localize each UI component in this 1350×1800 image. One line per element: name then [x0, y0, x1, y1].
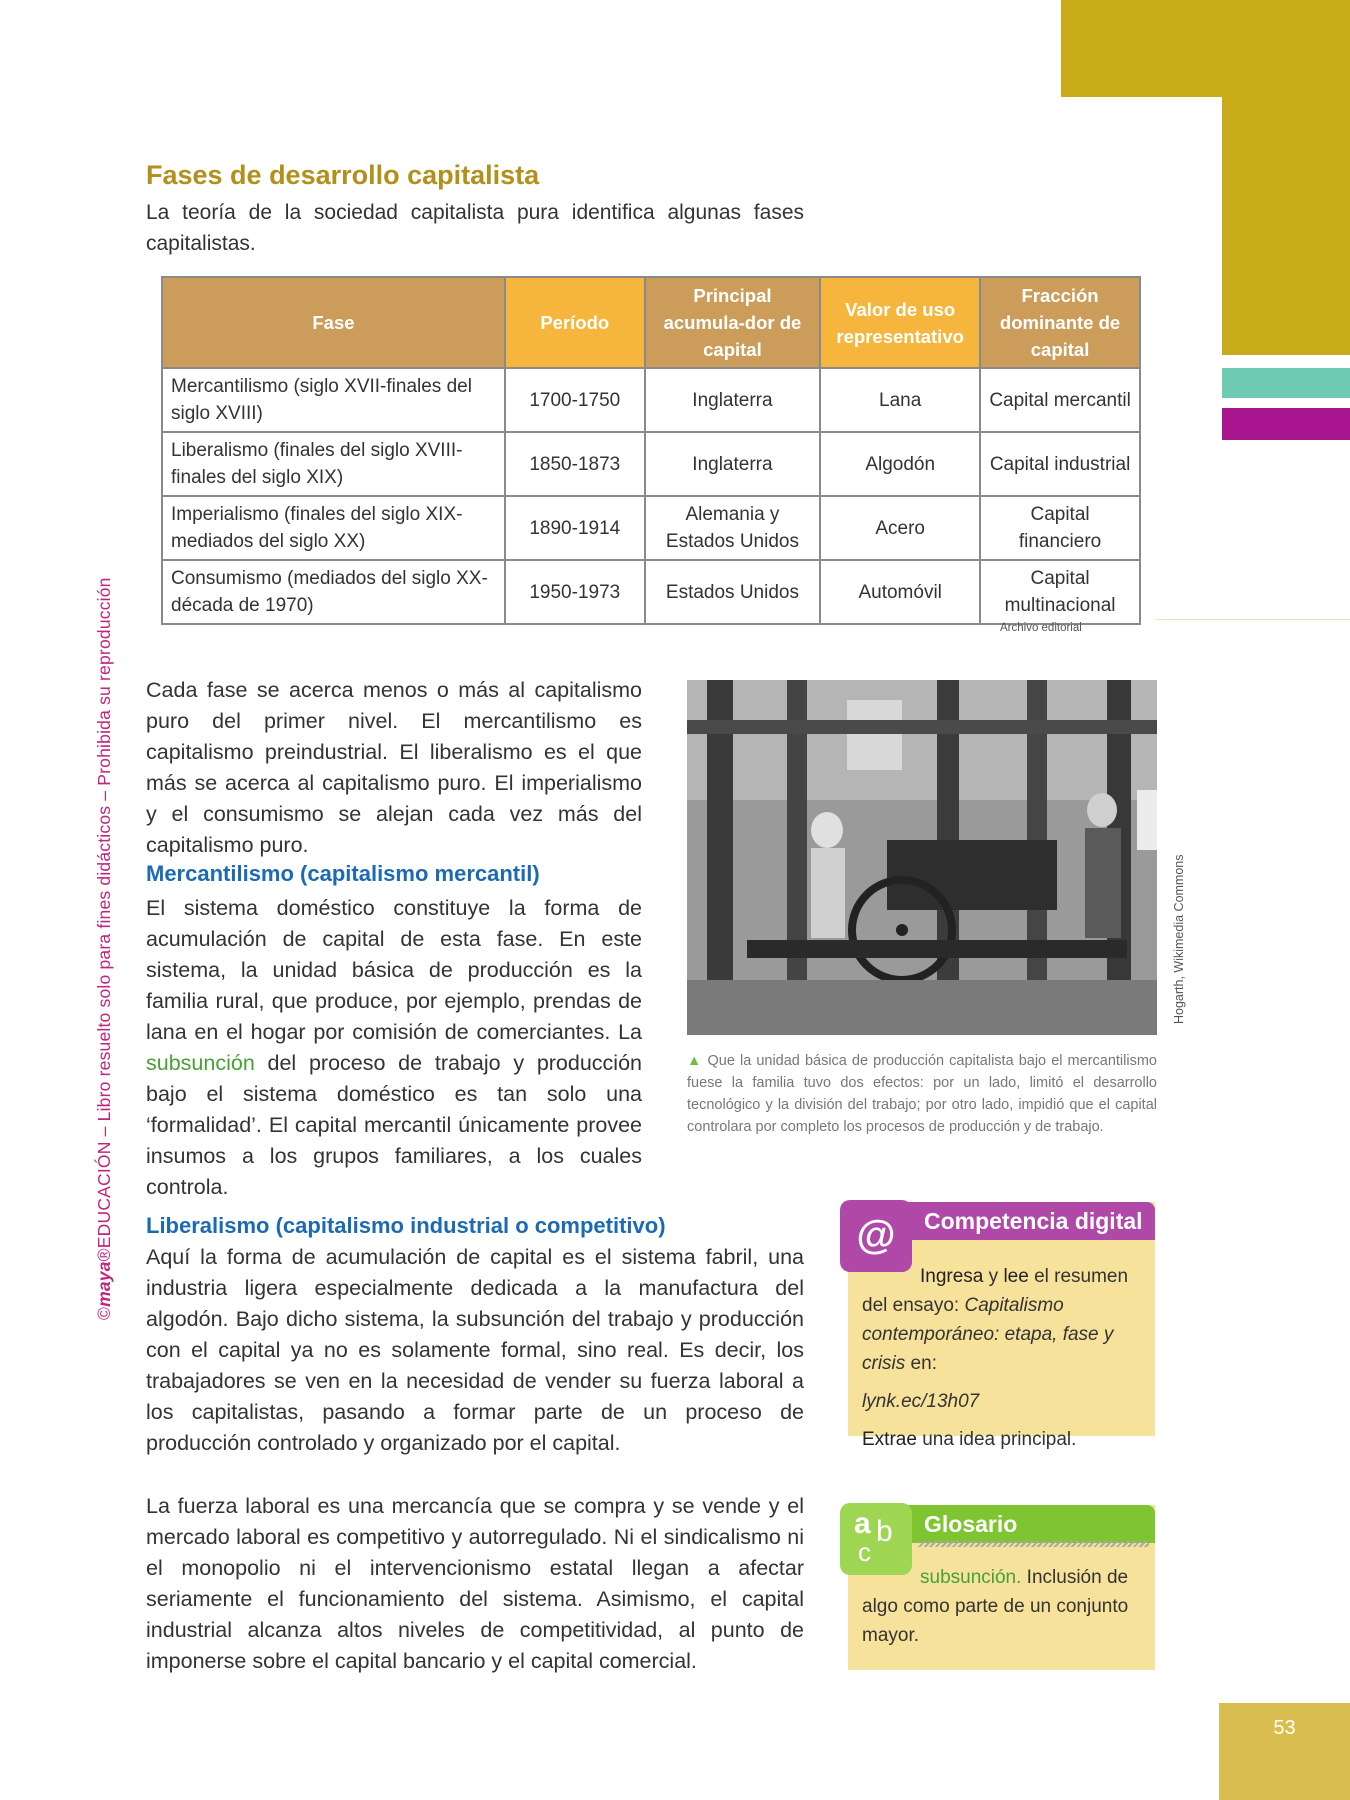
cell-fase: Consumismo (mediados del siglo XX-década de 1970)	[162, 560, 505, 624]
table-row	[162, 560, 1140, 624]
at-sign-icon: @	[840, 1200, 912, 1272]
decorative-band-top	[1061, 0, 1350, 97]
header-valor: Valor de uso representativo	[820, 277, 980, 368]
cell-valor: Automóvil	[820, 560, 980, 624]
cell-fraccion: Capital industrial	[980, 432, 1140, 496]
section-title: Fases de desarrollo capitalista	[146, 160, 540, 190]
abc-glossary-icon: a b c	[840, 1503, 912, 1575]
engraving-illustration	[687, 680, 1157, 1035]
cell-acumulador: Estados Unidos	[645, 560, 821, 624]
cell-periodo: 1950-1973	[505, 560, 645, 624]
image-credit: Hogarth, Wikimedia Commons	[1172, 854, 1186, 1024]
table-row	[162, 432, 1140, 496]
term-subsuncion: subsunción	[146, 1051, 255, 1075]
decorative-band-teal	[1222, 368, 1350, 398]
mercantilismo-text: El sistema doméstico constituye la forma de acumulación de capital de esta fase. En este sistema, la unidad básica de producción es la familia rural, que produce, por ejemplo, prendas de lana en el hogar por comisión de comerciantes. La subsunción del proceso de trabajo y producción bajo el sistema doméstico es tan solo una ‘formalidad’. El capital mercantil únicamente provee insumos a los grupos familiares, a los cuales controla.	[146, 896, 642, 1199]
header-fase: Fase	[162, 277, 505, 368]
section-intro: La teoría de la sociedad capitalista pura identifica algunas fases capitalistas.	[146, 201, 804, 255]
cell-valor: Algodón	[820, 432, 980, 496]
glosario-term: subsunción.	[920, 1567, 1022, 1588]
phases-table	[161, 276, 1141, 625]
cell-fraccion: Capital mercantil	[980, 368, 1140, 432]
cell-valor: Lana	[820, 368, 980, 432]
table-row	[162, 496, 1140, 560]
copyright-side-text: ©maya®EDUCACIÓN – Libro resuelto solo para fines didácticos – Prohibida su reproducción	[94, 577, 114, 1320]
header-fraccion: Fracción dominante de capital	[980, 277, 1140, 368]
header-acumulador: Principal acumula-dor de capital	[645, 277, 821, 368]
liberalismo-text-2: La fuerza laboral es una mercancía que se compra y se vende y el mercado laboral es competitivo y autorregulado. Ni el sindicalismo ni el monopolio ni el intervencionismo estatal llegan a afectar seriamente el funcionamiento del sistema. Asimismo, el capital industrial alcanza altos niveles de competitividad, al punto de imponerse sobre el capital bancario y el capital comercial.	[146, 1494, 804, 1673]
cell-fase: Mercantilismo (siglo XVII-finales del siglo XVIII)	[162, 368, 505, 432]
cell-periodo: 1890-1914	[505, 496, 645, 560]
cell-fase: Imperialismo (finales del siglo XIX-mediados del siglo XX)	[162, 496, 505, 560]
cell-acumulador: Alemania y Estados Unidos	[645, 496, 821, 560]
body-paragraph: Cada fase se acerca menos o más al capitalismo puro del primer nivel. El mercantilismo es capitalismo preindustrial. El liberalismo es el que más se acerca al capitalismo puro. El imperialismo y el consumismo se alejan cada vez más del capitalismo puro.	[146, 678, 642, 857]
glosario-hatch	[918, 1541, 1149, 1547]
cell-periodo: 1850-1873	[505, 432, 645, 496]
glosario-box	[848, 1505, 1155, 1670]
cell-fraccion: Capital multinacional	[980, 560, 1140, 624]
hogarth-engraving-image	[687, 680, 1157, 1035]
competencia-digital-box	[848, 1202, 1155, 1450]
table-row	[162, 368, 1140, 432]
cell-periodo: 1700-1750	[505, 368, 645, 432]
decorative-band-gold	[1222, 97, 1350, 355]
triangle-icon: ▲	[687, 1053, 703, 1069]
glosario-body: subsunción. Inclusión de algo como parte de un conjunto mayor.	[862, 1567, 1129, 1646]
cell-acumulador: Inglaterra	[645, 432, 821, 496]
header-periodo: Período	[505, 277, 645, 368]
page-number: 53	[1219, 1703, 1350, 1800]
cell-fraccion: Capital financiero	[980, 496, 1140, 560]
cell-valor: Acero	[820, 496, 980, 560]
cell-acumulador: Inglaterra	[645, 368, 821, 432]
competencia-link[interactable]: lynk.ec/13h07	[862, 1391, 980, 1412]
table-credit: Archivo editorial	[1000, 622, 1082, 634]
competencia-body: Ingresa y lee el resumen del ensayo: Capitalismo contemporáneo: etapa, fase y crisis en: lynk.ec/13h07 Extrae una idea principal.	[862, 1266, 1129, 1450]
competencia-title: Competencia digital	[924, 1208, 1143, 1234]
liberalismo-title: Liberalismo (capitalismo industrial o competitivo)	[146, 1213, 666, 1238]
glosario-title: Glosario	[924, 1511, 1018, 1537]
cell-fase: Liberalismo (finales del siglo XVIII-finales del siglo XIX)	[162, 432, 505, 496]
liberalismo-text: Aquí la forma de acumulación de capital es el sistema fabril, una industria ligera especialmente dedicada a la manufactura del algodón. Bajo dicho sistema, la subsunción del trabajo y producción con el capital ya no es solamente formal, sino real. Es decir, los trabajadores se ven en la necesidad de vender su fuerza laboral a los capitalistas, pasando a formar parte de un proceso de producción controlado y organizado por el capital.	[146, 1245, 804, 1455]
decorative-band-magenta	[1222, 408, 1350, 440]
mercantilismo-title: Mercantilismo (capitalismo mercantil)	[146, 861, 540, 886]
decorative-line	[1155, 619, 1350, 620]
image-caption: ▲ Que la unidad básica de producción capitalista bajo el mercantilismo fuese la familia tuvo dos efectos: por un lado, limitó el desarrollo tecnológico y la división del trabajo; por otro lado, impidió que el capital controlara por completo los procesos de producción y de trabajo.	[687, 1053, 1157, 1135]
